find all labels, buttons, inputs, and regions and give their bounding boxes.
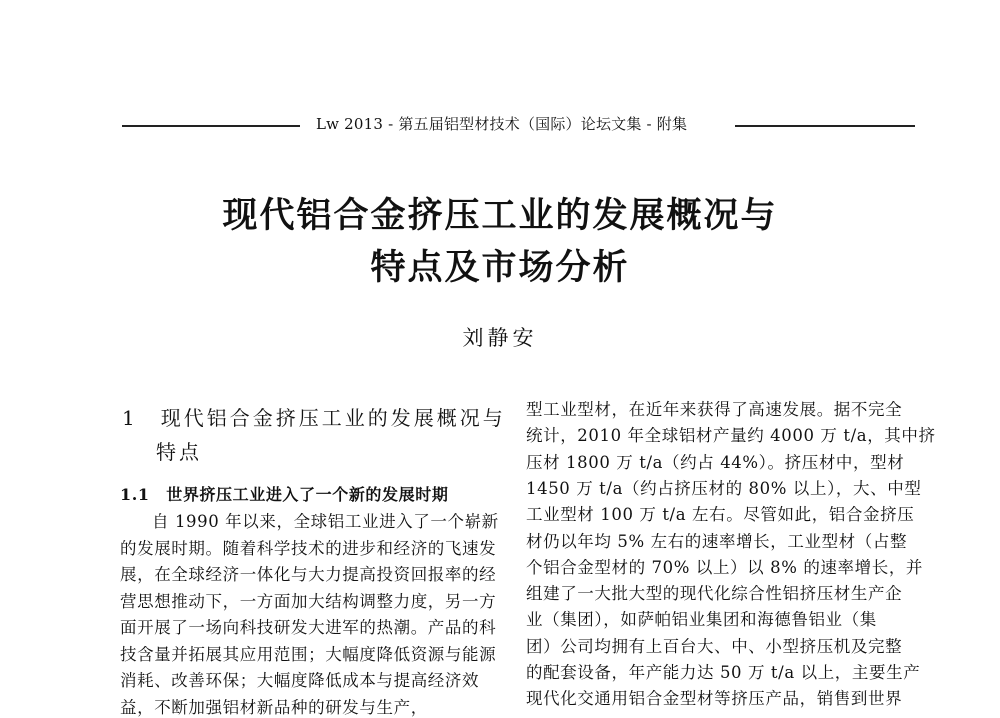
section-heading-cont: 特点 [156,440,202,464]
paragraph-line: 业（集团），如萨帕铝业集团和海德鲁铝业（集 [526,610,877,630]
paragraph-line: 技含量并拓展其应用范围；大幅度降低资源与能源 [120,644,497,664]
running-title: Lw 2013 - 第五届铝型材技术（国际）论坛文集 - 附集 [316,115,688,133]
paragraph-line: 自 1990 年以来，全球铝工业进入了一个崭新 [152,512,499,531]
paragraph-line: 益，不断加强铝材新品种的研发与生产， [120,697,428,717]
paragraph-line: 的发展时期。随着科学技术的进步和经济的飞速发 [120,538,497,558]
paragraph-line: 团）公司均拥有上百台大、中、小型挤压机及完整 [526,636,903,656]
paragraph-line: 型工业型材，在近年来获得了高速发展。据不完全 [526,400,903,419]
paragraph-line: 面开展了一场向科技研发大进军的热潮。产品的科 [120,618,497,637]
section-heading: 1 现代铝合金挤压工业的发展概况与 [122,406,506,430]
paragraph-line: 消耗、改善环保；大幅度降低成本与提高经济效 [120,671,480,690]
paragraph-line: 营思想推动下，一方面加大结构调整力度，另一方 [120,591,497,611]
paragraph-line: 的配套设备，年产能力达 50 万 t/a 以上，主要生产 [526,663,921,682]
running-header [0,113,1000,137]
subsection-heading: 1.1 世界挤压工业进入了一个新的发展时期 [120,485,449,504]
paragraph-line: 压材 1800 万 t/a（约占 44%）。挤压材中，型材 [526,452,905,472]
paragraph-line: 个铝合金型材的 70% 以上）以 8% 的速率增长，并 [526,557,924,577]
author: 刘静安 [462,326,538,350]
paragraph-line: 1450 万 t/a（约占挤压材的 80% 以上），大、中型 [526,478,922,498]
paper-title-line1: 现代铝合金挤压工业的发展概况与 [222,195,778,236]
header-rule-left [122,125,300,127]
paragraph-line: 组建了一大批大型的现代化综合性铝挤压材生产企 [526,584,903,604]
paragraph-line: 工业型材 100 万 t/a 左右。尽管如此，铝合金挤压 [526,505,915,525]
header-rule-right [735,125,915,127]
paragraph-line: 统计，2010 年全球铝材产量约 4000 万 t/a，其中挤 [526,426,936,446]
paragraph-line: 材仍以年均 5% 左右的速率增长，工业型材（占整 [526,531,908,551]
paper-title-line2: 特点及市场分析 [370,247,630,288]
paragraph-line: 现代化交通用铝合金型材等挤压产品，销售到世界 [526,689,903,709]
paragraph-line: 展，在全球经济一体化与大力提高投资回报率的经 [120,565,497,584]
